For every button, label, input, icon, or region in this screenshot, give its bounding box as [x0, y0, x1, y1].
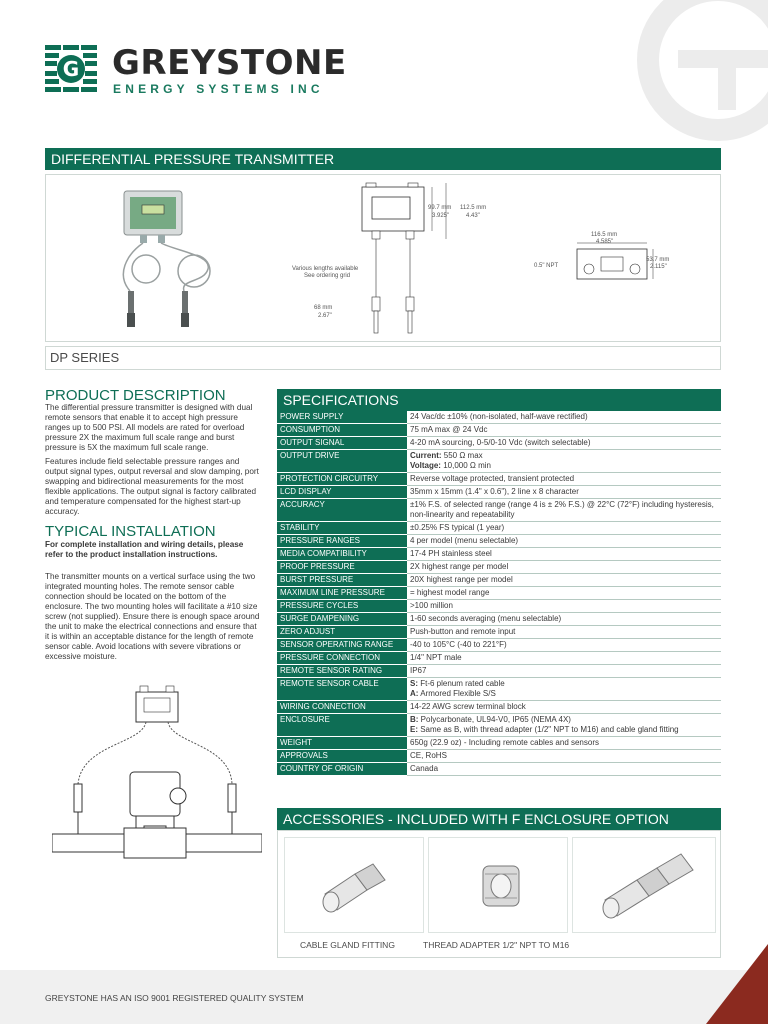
- spec-key: WIRING CONNECTION: [277, 701, 407, 714]
- typical-installation-heading: TYPICAL INSTALLATION: [45, 523, 216, 540]
- spec-key: PRESSURE CYCLES: [277, 600, 407, 613]
- spec-value: 14-22 AWG screw terminal block: [407, 701, 721, 714]
- spec-row: [277, 548, 721, 561]
- spec-row: [277, 499, 721, 522]
- npt-label: 0.5" NPT: [534, 263, 559, 269]
- installation-note: For complete installation and wiring details, please refer to the product installation instructions.: [45, 540, 244, 559]
- spec-row: [277, 561, 721, 574]
- brand-name: GREYSTONE: [112, 43, 347, 83]
- spec-value-text: Same as B, with thread adapter (1/2" NPT to M16) and cable gland fitting: [418, 725, 679, 734]
- spec-value-text: Ft-6 plenum rated cable: [418, 679, 505, 688]
- spec-row: [277, 626, 721, 639]
- spec-row: [277, 574, 721, 587]
- installation-p1: The transmitter mounts on a vertical surface using the two integrated mounting holes. The remote sensor cable connection should be located on the bottom of the enclosure. The two mounting holes will facilitate a #10 size screw (not supplied). Ensure there is enough space around the unit to make the electrical connections and ensure that it is within an acceptable distance for the length of remote sensor cable. Avoid locations with severe vibrations or excessive moisture.: [45, 572, 260, 661]
- spec-value-line: [410, 679, 718, 689]
- spec-row: [277, 600, 721, 613]
- spec-value: -40 to 105°C (-40 to 221°F): [407, 639, 721, 652]
- spec-value: IP67: [407, 665, 721, 678]
- svg-text:G: G: [62, 57, 80, 81]
- spec-value: Canada: [407, 763, 721, 776]
- spec-value: 1-60 seconds averaging (menu selectable): [407, 613, 721, 626]
- spec-row: [277, 639, 721, 652]
- corner-accent-icon: [706, 944, 768, 1024]
- dim-height-in: 3.925": [432, 213, 450, 219]
- spec-value-text: Armored Flexible S/S: [418, 689, 496, 698]
- spec-value: = highest model range: [407, 587, 721, 600]
- spec-value: 35mm x 15mm (1.4" x 0.6"), 2 line x 8 character: [407, 486, 721, 499]
- installation-diagram: [52, 684, 262, 874]
- brand-subtitle: ENERGY SYSTEMS INC: [113, 82, 324, 96]
- footer-text: GREYSTONE HAS AN ISO 9001 REGISTERED QUALITY SYSTEM: [45, 993, 304, 1003]
- spec-key: OUTPUT DRIVE: [277, 450, 407, 473]
- spec-value-label: Voltage:: [410, 461, 441, 470]
- accessories-box: [277, 830, 721, 958]
- spec-key: OUTPUT SIGNAL: [277, 437, 407, 450]
- spec-value-label: Current:: [410, 451, 442, 460]
- spec-value: CE, RoHS: [407, 750, 721, 763]
- dim-height2: 112.5 mm: [460, 205, 487, 211]
- spec-value: [407, 678, 721, 701]
- spec-key: ZERO ADJUST: [277, 626, 407, 639]
- spec-value-label: B:: [410, 715, 419, 724]
- spec-row: [277, 424, 721, 437]
- product-description-heading: PRODUCT DESCRIPTION: [45, 387, 226, 404]
- spec-value-line: [410, 689, 718, 699]
- spec-value: Push-button and remote input: [407, 626, 721, 639]
- lengths-note-2: See ordering grid: [304, 273, 351, 279]
- spec-value: 2X highest range per model: [407, 561, 721, 574]
- product-description-p2: Features include field selectable pressure ranges and output signal types, output reversal and slow damping, port swapping and bidirectional measurements for the most flexible applications. The output signal is factory calibrated and temperature compensated for the highest start-up accuracy.: [45, 457, 259, 516]
- spec-row: [277, 450, 721, 473]
- spec-value: 75 mA max @ 24 Vdc: [407, 424, 721, 437]
- spec-value-label: A:: [410, 689, 419, 698]
- spec-key: ACCURACY: [277, 499, 407, 522]
- spec-row: [277, 613, 721, 626]
- product-description-p1: The differential pressure transmitter is designed with dual remote sensors that enable it to accept high pressure ranges up to 500 PSI. All models are rated for overload pressure 2X the maximum full scale range and burst pressure is 5X the maximum full scale range.: [45, 403, 253, 452]
- spec-row: [277, 678, 721, 701]
- spec-key: REMOTE SENSOR RATING: [277, 665, 407, 678]
- spec-row: [277, 665, 721, 678]
- dim-height: 99.7 mm: [428, 205, 452, 211]
- spec-row: [277, 763, 721, 776]
- spec-value-text: Polycarbonate, UL94-V0, IP65 (NEMA 4X): [418, 715, 571, 724]
- spec-value: >100 million: [407, 600, 721, 613]
- spec-key: PRESSURE CONNECTION: [277, 652, 407, 665]
- spec-row: [277, 750, 721, 763]
- spec-key: LCD DISPLAY: [277, 486, 407, 499]
- spec-key: MAXIMUM LINE PRESSURE: [277, 587, 407, 600]
- spec-key: MEDIA COMPATIBILITY: [277, 548, 407, 561]
- spec-value: 1/4" NPT male: [407, 652, 721, 665]
- spec-key: PROOF PRESSURE: [277, 561, 407, 574]
- specifications-heading: SPECIFICATIONS: [277, 389, 721, 411]
- lengths-note-1: Various lengths available: [292, 266, 359, 272]
- spec-key: SURGE DAMPENING: [277, 613, 407, 626]
- dim-height2-in: 4.43": [466, 213, 480, 219]
- spec-key: REMOTE SENSOR CABLE: [277, 678, 407, 701]
- section-title-bar: DIFFERENTIAL PRESSURE TRANSMITTER: [45, 148, 721, 170]
- dim-width-in: 4.585": [596, 239, 614, 245]
- spec-row: [277, 473, 721, 486]
- spec-value-label: E:: [410, 725, 418, 734]
- spec-value: 17-4 PH stainless steel: [407, 548, 721, 561]
- spec-row: [277, 737, 721, 750]
- spec-value-line: [410, 715, 718, 725]
- spec-key: ENCLOSURE: [277, 714, 407, 737]
- spec-value: [407, 450, 721, 473]
- spec-row: [277, 522, 721, 535]
- spec-row: [277, 701, 721, 714]
- spec-value-line: [410, 461, 718, 471]
- series-box: [45, 346, 721, 370]
- dim-depth: 53.7 mm: [646, 257, 670, 263]
- spec-key: APPROVALS: [277, 750, 407, 763]
- spec-value: ±0.25% FS typical (1 year): [407, 522, 721, 535]
- spec-row: [277, 486, 721, 499]
- spec-row: [277, 714, 721, 737]
- spec-row: [277, 411, 721, 424]
- spec-value-label: S:: [410, 679, 418, 688]
- spec-value: 650g (22.9 oz) - Including remote cables and sensors: [407, 737, 721, 750]
- transmitter-photo-icon: [116, 185, 236, 341]
- spec-key: PROTECTION CIRCUITRY: [277, 473, 407, 486]
- spec-key: BURST PRESSURE: [277, 574, 407, 587]
- spec-value: [407, 714, 721, 737]
- spec-row: [277, 437, 721, 450]
- gland-assembly-icon: [597, 848, 697, 926]
- spec-key: COUNTRY OF ORIGIN: [277, 763, 407, 776]
- logo-watermark-icon: [568, 0, 768, 170]
- thread-adapter-icon: [473, 856, 529, 916]
- product-drawing-box: [45, 174, 721, 342]
- dim-probe: 68 mm: [314, 305, 333, 311]
- spec-key: STABILITY: [277, 522, 407, 535]
- spec-key: PRESSURE RANGES: [277, 535, 407, 548]
- spec-value: 24 Vac/dc ±10% (non-isolated, half-wave rectified): [407, 411, 721, 424]
- spec-key: SENSOR OPERATING RANGE: [277, 639, 407, 652]
- spec-value: 4-20 mA sourcing, 0-5/0-10 Vdc (switch selectable): [407, 437, 721, 450]
- front-view-drawing: [336, 179, 456, 341]
- cable-gland-image: [284, 837, 424, 933]
- spec-value: ±1% F.S. of selected range (range 4 is ± 2% F.S.) @ 22°C (72°F) including hysteresis, non-linearity and repeatability: [407, 499, 721, 522]
- thread-adapter-image: [428, 837, 568, 933]
- spec-value: 20X highest range per model: [407, 574, 721, 587]
- greystone-logo-icon: [45, 45, 97, 93]
- dim-width: 116.5 mm: [591, 232, 618, 238]
- dim-depth-in: 2.115": [650, 264, 667, 270]
- series-label: DP SERIES: [50, 350, 120, 365]
- spec-value-text: 550 Ω max: [441, 451, 483, 460]
- spec-value-text: 10,000 Ω min: [440, 461, 491, 470]
- spec-value: 4 per model (menu selectable): [407, 535, 721, 548]
- spec-key: CONSUMPTION: [277, 424, 407, 437]
- accessory-label-cable-gland: CABLE GLAND FITTING: [300, 940, 395, 950]
- spec-value-line: [410, 725, 718, 735]
- spec-row: [277, 587, 721, 600]
- spec-row: [277, 535, 721, 548]
- gland-assembly-image: [572, 837, 716, 933]
- spec-value: Reverse voltage protected, transient protected: [407, 473, 721, 486]
- cable-gland-icon: [315, 852, 395, 922]
- spec-key: WEIGHT: [277, 737, 407, 750]
- dim-probe-in: 2.67": [318, 313, 332, 319]
- spec-row: [277, 652, 721, 665]
- accessories-heading: ACCESSORIES - INCLUDED WITH F ENCLOSURE OPTION: [277, 808, 721, 830]
- spec-value-line: [410, 451, 718, 461]
- accessory-label-thread-adapter: THREAD ADAPTER 1/2" NPT TO M16: [423, 940, 570, 950]
- spec-key: POWER SUPPLY: [277, 411, 407, 424]
- specifications-table: [277, 411, 721, 776]
